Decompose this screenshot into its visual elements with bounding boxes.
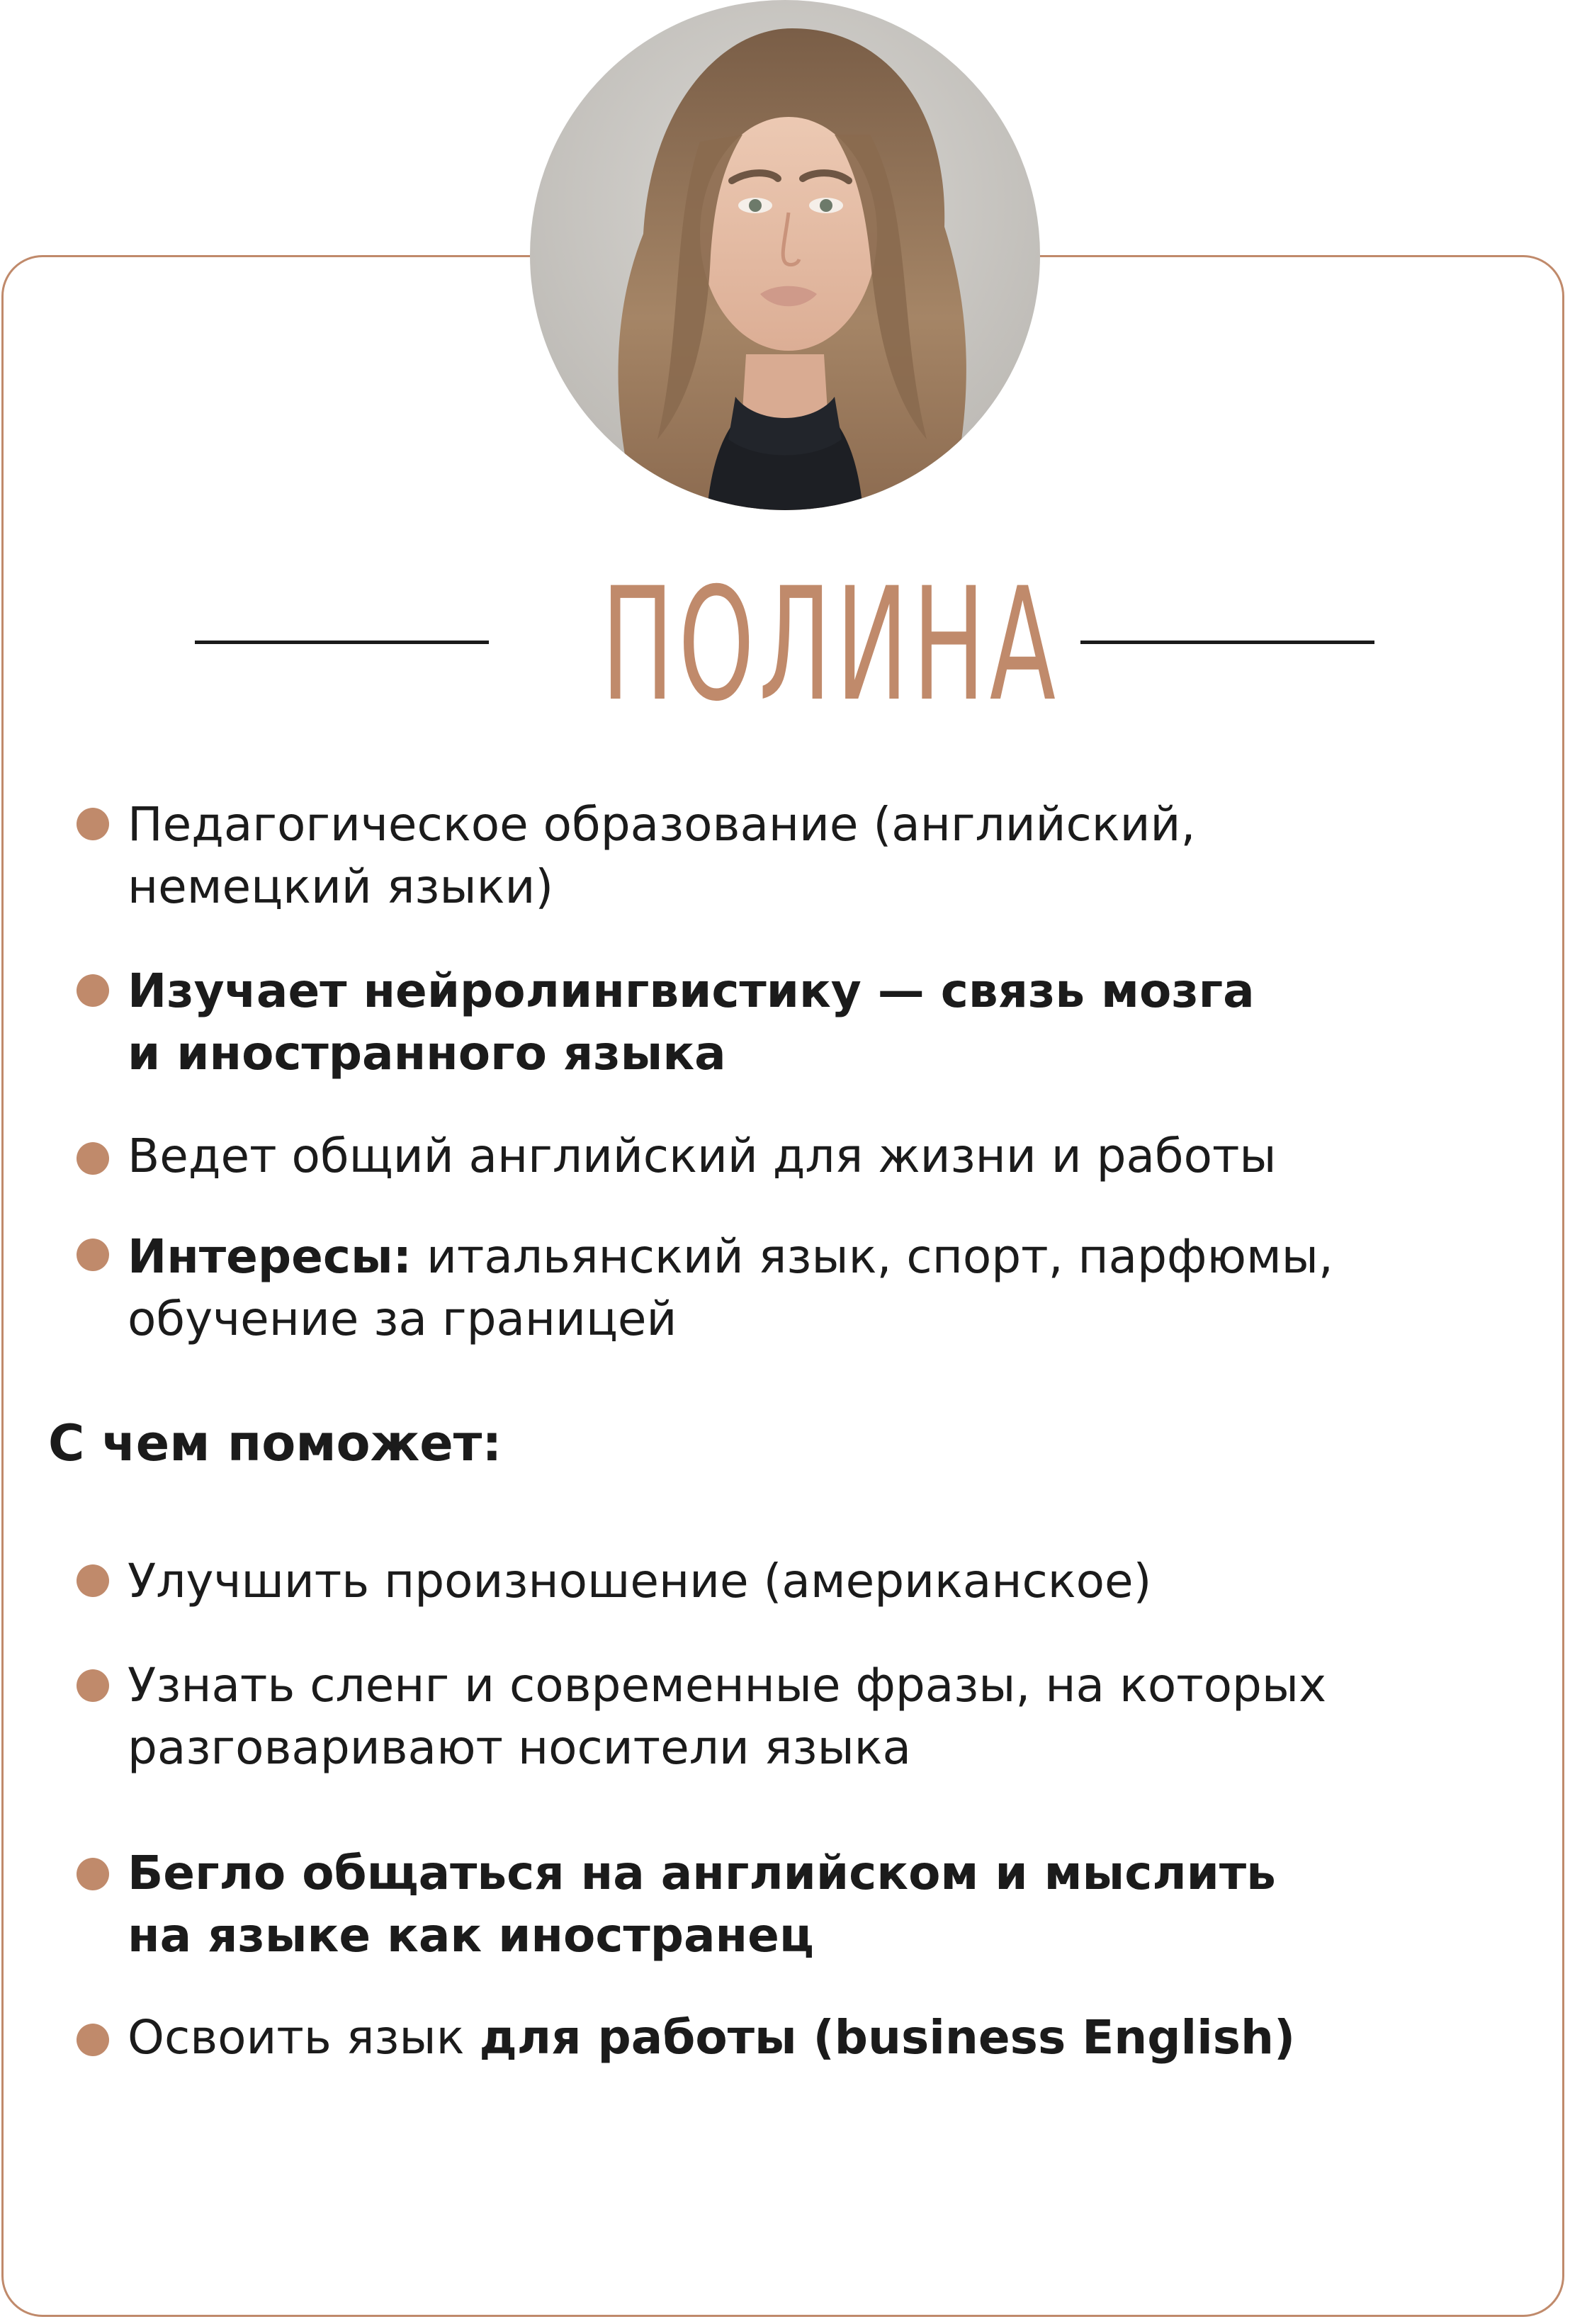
list-item <box>128 1842 1474 1967</box>
bullet-dot <box>77 1564 109 1597</box>
teacher-name: ПОЛИНА <box>601 554 1061 735</box>
list-item-line: Бегло общаться на английском и мыслить <box>128 1846 1276 1900</box>
list-item <box>128 2007 1474 2069</box>
bullet-dot <box>77 1239 109 1271</box>
list-item-line: Улучшить произношение (американское) <box>128 1554 1152 1608</box>
list-item-line: на языке как иностранец <box>128 1908 814 1963</box>
divider-left <box>195 641 489 644</box>
list-item-line: Изучает нейролингвистику — связь мозга <box>128 964 1255 1018</box>
list-item-line <box>128 1226 1474 1288</box>
bullet-dot <box>77 1858 109 1890</box>
interests-label: Интересы: <box>128 1229 412 1284</box>
bullet-dot <box>77 808 109 840</box>
bullet-dot <box>77 1669 109 1702</box>
list-item-line: и иностранного языка <box>128 1026 726 1081</box>
list-item <box>128 1226 1474 1350</box>
list-item <box>128 1550 1474 1613</box>
help-section-title: С чем поможет: <box>48 1414 502 1472</box>
list-item-line: разговаривают носители языка <box>128 1720 911 1775</box>
list-item-line <box>128 2007 1474 2069</box>
list-item-line: Педагогическое образование (английский, <box>128 797 1196 852</box>
bullet-dot <box>77 1142 109 1175</box>
list-item <box>128 960 1474 1085</box>
interests-text: итальянский язык, спорт, парфюмы, <box>412 1229 1333 1284</box>
avatar <box>530 0 1040 510</box>
list-item-line: Узнать сленг и современные фразы, на которых <box>128 1658 1327 1713</box>
help-text-bold: для работы (business English) <box>479 2010 1296 2065</box>
list-item-line: обучение за границей <box>128 1292 677 1346</box>
list-item <box>128 1125 1474 1188</box>
list-item <box>128 1654 1474 1779</box>
list-item-line: немецкий языки) <box>128 859 554 914</box>
help-text: Освоить язык <box>128 2010 480 2065</box>
bullet-dot <box>77 2024 109 2056</box>
list-item <box>128 794 1474 918</box>
list-item-line: Ведет общий английский для жизни и работы <box>128 1129 1277 1183</box>
name-header <box>0 554 1570 735</box>
portrait-photo-icon <box>530 0 1040 510</box>
divider-right <box>1080 641 1374 644</box>
bullet-dot <box>77 974 109 1007</box>
